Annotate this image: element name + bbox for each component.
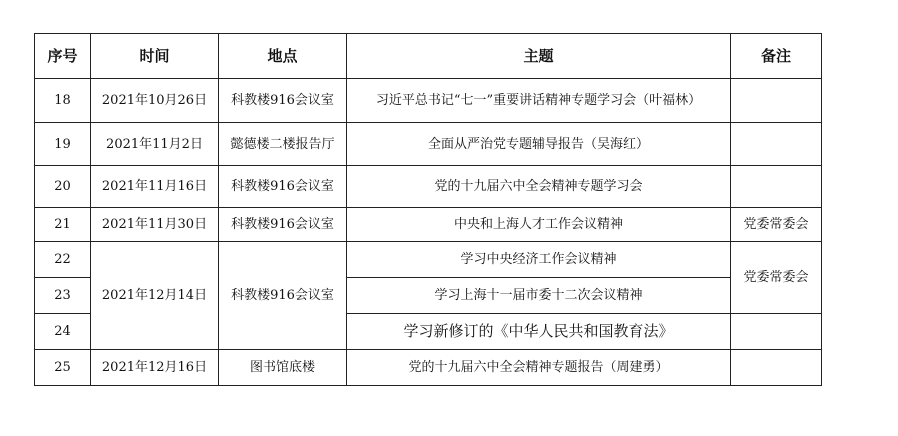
cell-seq: 18 <box>35 79 91 123</box>
table-row <box>35 123 822 166</box>
cell-seq: 21 <box>35 208 91 242</box>
cell-topic: 学习新修订的《中华人民共和国教育法》 <box>347 314 731 350</box>
cell-topic: 习近平总书记“七一”重要讲话精神专题学习会（叶福林） <box>347 79 731 123</box>
cell-place: 科教楼916会议室 <box>219 166 347 208</box>
cell-seq: 19 <box>35 123 91 166</box>
cell-place: 科教楼916会议室 <box>219 242 347 350</box>
cell-seq: 20 <box>35 166 91 208</box>
cell-time: 2021年12月14日 <box>91 242 219 350</box>
cell-seq: 22 <box>35 242 91 278</box>
header-note: 备注 <box>731 34 822 79</box>
table-row <box>35 166 822 208</box>
cell-seq: 25 <box>35 350 91 386</box>
cell-time: 2021年11月16日 <box>91 166 219 208</box>
header-row <box>35 34 822 79</box>
cell-topic: 党的十九届六中全会精神专题报告（周建勇） <box>347 350 731 386</box>
header-time: 时间 <box>91 34 219 79</box>
cell-time: 2021年11月30日 <box>91 208 219 242</box>
cell-time: 2021年10月26日 <box>91 79 219 123</box>
cell-topic: 党的十九届六中全会精神专题学习会 <box>347 166 731 208</box>
cell-note <box>731 79 822 123</box>
header-seq: 序号 <box>35 34 91 79</box>
cell-place: 懿德楼二楼报告厅 <box>219 123 347 166</box>
cell-note: 党委常委会 <box>731 242 822 314</box>
cell-topic: 中央和上海人才工作会议精神 <box>347 208 731 242</box>
cell-note <box>731 314 822 350</box>
header-topic: 主题 <box>347 34 731 79</box>
cell-time: 2021年12月16日 <box>91 350 219 386</box>
schedule-table <box>34 33 822 386</box>
cell-place: 科教楼916会议室 <box>219 208 347 242</box>
header-place: 地点 <box>219 34 347 79</box>
cell-seq: 24 <box>35 314 91 350</box>
cell-place: 科教楼916会议室 <box>219 79 347 123</box>
cell-note <box>731 350 822 386</box>
table-row <box>35 350 822 386</box>
cell-note: 党委常委会 <box>731 208 822 242</box>
cell-topic: 学习上海十一届市委十二次会议精神 <box>347 278 731 314</box>
cell-topic: 学习中央经济工作会议精神 <box>347 242 731 278</box>
cell-time: 2021年11月2日 <box>91 123 219 166</box>
table-row <box>35 242 822 278</box>
table-row <box>35 79 822 123</box>
cell-place: 图书馆底楼 <box>219 350 347 386</box>
table-row <box>35 208 822 242</box>
cell-seq: 23 <box>35 278 91 314</box>
cell-note <box>731 123 822 166</box>
cell-topic: 全面从严治党专题辅导报告（吴海红） <box>347 123 731 166</box>
cell-note <box>731 166 822 208</box>
